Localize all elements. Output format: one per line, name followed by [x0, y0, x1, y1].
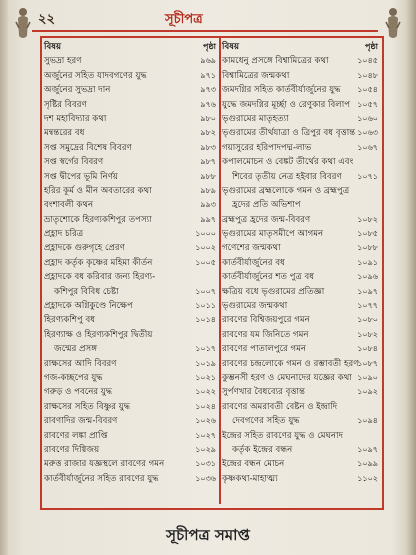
entry-title: রাবণের অমরাবতী বেষ্টন ও ইন্দ্রাদি [222, 401, 338, 412]
entry-page-number: ৯৮২ [200, 128, 216, 138]
entry-title: সুর্পণখার বৈধব্যের বৃত্তান্ত [222, 387, 305, 398]
contents-entry [44, 270, 216, 284]
entry-title: ব্রহ্মপুত্র হ্রদের জন্ম-বিবরণ [222, 214, 311, 225]
contents-entry [44, 429, 216, 443]
entry-page-number: ৯৮৮ [200, 171, 216, 181]
contents-entry [44, 126, 216, 140]
contents-entry [222, 256, 378, 270]
contents-entry [44, 170, 216, 184]
entry-page-number: ১০৭১ [357, 171, 378, 181]
contents-entry [222, 112, 378, 126]
contents-entry [44, 457, 216, 471]
entry-title: জন্মের প্রসঙ্গ [54, 344, 97, 355]
contents-entry [44, 98, 216, 112]
entry-title: সপ্ত স্বর্গের বিবরণ [44, 157, 104, 168]
entry-page-number: ১০৪৫ [357, 56, 378, 66]
entry-page-number: ১০৯২ [357, 387, 378, 397]
contents-entry [222, 141, 378, 155]
page-shadow-left [0, 0, 8, 555]
contents-entry [44, 472, 216, 486]
contents-entry [44, 54, 216, 68]
entry-title: রাবণের পাতালপুরে গমন [222, 344, 307, 355]
contents-entry [222, 126, 378, 140]
contents-entry [44, 141, 216, 155]
entry-title: শিবের তৃতীয় নেত্র হইবার বিবরণ [232, 171, 342, 182]
entry-page-number: ১০৮৫ [357, 229, 378, 239]
entry-title: সুভদ্রা হরণ [44, 56, 82, 67]
entry-page-number: ৯৮৩ [200, 142, 216, 152]
entry-page-number: ১০৯৪ [357, 416, 378, 426]
entry-page-number: ১০৩১ [195, 459, 216, 469]
page-number: ২২ [38, 12, 55, 27]
entry-page-number: ১০২৪ [195, 401, 216, 411]
entry-page-number: ১০২৯ [195, 444, 216, 454]
header-rule [32, 12, 378, 32]
entry-title: কুম্ভনসী হরণ ও মেঘনাদের যজ্ঞের কথা [222, 372, 352, 383]
entry-page-number: ১০১১ [195, 301, 216, 311]
entry-title: অর্জুনের সুভদ্রা দান [44, 85, 111, 96]
contents-entry [222, 184, 378, 198]
entry-title: ইন্দ্রের বন্ধন মোচন [222, 459, 285, 470]
entry-page-number: ১০৩৬ [195, 473, 216, 483]
entry-page-number: ১০৮৪ [357, 344, 378, 354]
contents-entry [222, 342, 378, 356]
contents-entry [44, 83, 216, 97]
contents-entry [222, 472, 378, 486]
contents-entry [222, 170, 378, 184]
entry-page-number: ১০৯৯ [357, 459, 378, 469]
entry-page-number: ১০০৫ [195, 257, 216, 267]
left-header-page: পৃষ্ঠা [203, 42, 216, 51]
entry-title: ভ্রাতৃশোকে হিরণ্যকশিপুর তপস্যা [44, 214, 152, 225]
entry-title: গরুড় ও পবনের যুদ্ধ [44, 387, 113, 398]
entry-title: কার্তবীর্যার্জুনের শত পুত্র বধ [222, 272, 315, 283]
entry-title: রাক্ষসের সহিত বিষ্ণুর যুদ্ধ [44, 401, 131, 412]
entry-page-number: ১১০২ [357, 473, 378, 483]
contents-entry [222, 357, 378, 371]
entry-title: কপালমোচন ও বেঙ্কট তীর্থের কথা এবং [222, 157, 354, 168]
entry-title: ভৃগুরামের তীর্থযাত্রা ও ত্রিপুর বধ বৃত্তান্ত [222, 128, 356, 139]
entry-title: সৃষ্টির বিবরণ [44, 99, 87, 110]
right-header-subject: বিষয় [222, 42, 240, 52]
entry-title: ইন্দ্রের সহিত রাবণের যুদ্ধ ও মেঘনাদ [222, 430, 344, 441]
contents-entry [222, 371, 378, 385]
entry-page-number: ১০২৭ [195, 430, 216, 440]
entry-title: বংশাবলী কথন [44, 200, 94, 211]
contents-entry [44, 400, 216, 414]
entry-title: কর্তৃক ইন্দ্রের বন্ধন [232, 444, 293, 455]
entry-title: হ্রদের প্রতি অভিশাপ [232, 200, 301, 211]
left-column-header [44, 40, 216, 54]
contents-entry [222, 270, 378, 284]
entry-title: অর্জুনের সহিত যাদবগণের যুদ্ধ [44, 70, 147, 81]
entry-title: প্রহ্লাদ চরিত্র [44, 229, 84, 240]
entry-title: প্রহ্লাদকে অগ্নিকুণ্ডে নিক্ষেপ [44, 301, 133, 312]
contents-entry [222, 98, 378, 112]
contents-entry [44, 313, 216, 327]
entry-title: বিশ্বামিত্রের জন্মকথা [222, 70, 290, 81]
contents-entry [222, 328, 378, 342]
entry-title: গজ-কচ্ছপের যুদ্ধ [44, 372, 103, 383]
contents-entry [44, 371, 216, 385]
entry-title: হিরণ্যকশিপু বধ [44, 315, 96, 326]
entry-page-number: ১০০২ [195, 243, 216, 253]
right-contents-column [222, 40, 378, 486]
entry-page-number: ৯৮৭ [200, 157, 216, 167]
entry-title: ভৃগুরামের ব্রহ্মলোকে গমন ও ব্রহ্মপুত্র [222, 185, 350, 196]
entry-title: হরির কূর্ম ও মীন অবতারের কথা [44, 185, 152, 196]
entry-page-number: ১০৯১ [357, 257, 378, 267]
entry-page-number: ১০৮৮ [357, 243, 378, 253]
entry-page-number: ৯৮৯ [200, 185, 216, 195]
entry-page-number: ৯৯৭ [200, 214, 216, 224]
entry-page-number: ১০৮২ [357, 214, 378, 224]
contents-entry [222, 155, 378, 169]
contents-entry [44, 443, 216, 457]
entry-title: রাবণের দিগ্বিজয় [44, 444, 100, 455]
entry-page-number: ১০৫৪ [357, 85, 378, 95]
entry-title: সপ্ত দ্বীপের ভূমি নির্ণয় [44, 171, 118, 182]
entry-page-number: ১০২২ [195, 387, 216, 397]
deity-ornament-right-icon [384, 6, 402, 46]
contents-entry [222, 227, 378, 241]
entry-title: কৃষ্ণকথা-মাহাত্ম্য [222, 473, 278, 484]
entry-title: রাক্ষসের আদি বিবরণ [44, 358, 117, 369]
entry-page-number: ১০১৯ [195, 358, 216, 368]
entry-title: কার্তবীর্যার্জুনের সহিত রাবণের যুদ্ধ [44, 473, 159, 484]
entry-page-number: ১০৬৭ [357, 142, 378, 152]
contents-entry [44, 328, 216, 342]
entry-page-number: ১০৭৭ [357, 301, 378, 311]
entry-title: জমদগ্নির সহিত কার্তবীর্যার্জুনের যুদ্ধ [222, 85, 341, 96]
entry-title: রাবণের যম জিনিতে গমন [222, 329, 309, 340]
contents-entry [222, 54, 378, 68]
contents-entry [222, 443, 378, 457]
entry-title: ভৃগুরামের মাতৃসমীপে আগমন [222, 229, 324, 240]
contents-entry [44, 414, 216, 428]
entry-page-number: ১০৮০ [357, 315, 378, 325]
entry-title: হিরণ্যাক্ষ ও হিরণ্যকশিপুর দ্বিতীয় [44, 329, 153, 340]
entry-page-number: ১০৬০ [357, 113, 378, 123]
entry-page-number: ১০১৪ [195, 315, 216, 325]
entry-page-number: ১০৫৭ [357, 99, 378, 109]
contents-entry [44, 342, 216, 356]
contents-entry [44, 357, 216, 371]
entry-title: সপ্ত সমুদ্রের বিশেষ বিবরণ [44, 142, 132, 153]
entry-title: গণেশের জন্মকথা [222, 243, 281, 254]
entry-page-number: ১০৮৭ [357, 358, 378, 368]
entry-title: ক্ষত্রিয় বধে ভৃগুরামের প্রতিজ্ঞা [222, 286, 325, 297]
contents-entry [222, 385, 378, 399]
entry-title: যুদ্ধে জমদগ্নির মূর্চ্ছা ও রেণুকার বিলাপ [222, 99, 351, 110]
entry-page-number: ১০২৬ [195, 416, 216, 426]
entry-title: ভৃগুরামের জন্মকথা [222, 301, 288, 312]
entry-title: রাবণাদির জন্ম-বিবরণ [44, 416, 118, 427]
entry-title: রাবণের বিশ্বিজয়পুরে গমন [222, 315, 310, 326]
entry-title: রাবণের চন্দ্রলোকে গমন ও রম্ভাবতী হরণ [222, 358, 359, 369]
left-header-subject: বিষয় [44, 42, 62, 52]
entry-page-number: ৯৮০ [200, 113, 216, 123]
entry-title: রাবণের লঙ্কা প্রাপ্তি [44, 430, 108, 441]
contents-entry [44, 184, 216, 198]
entry-page-number: ১০৬৩ [357, 128, 378, 138]
contents-entry [222, 457, 378, 471]
contents-entry [222, 299, 378, 313]
entry-page-number: ৯৯৩ [200, 200, 216, 210]
entry-title: প্রহ্লাদ কর্তৃক কৃষ্ণের মহিমা কীর্তন [44, 257, 153, 268]
page-title: সূচীপত্র [165, 12, 203, 27]
page-shadow-right [406, 0, 416, 555]
contents-entry [222, 400, 378, 414]
entry-page-number: ৯৬৯ [200, 56, 216, 66]
entry-page-number: ১০৪৮ [357, 70, 378, 80]
entry-page-number: ১০৯৬ [357, 272, 378, 282]
contents-end-footer: সূচীপত্র সমাপ্ত [166, 526, 250, 544]
contents-entry [44, 256, 216, 270]
contents-entry [44, 227, 216, 241]
contents-entry [222, 285, 378, 299]
contents-entry [44, 241, 216, 255]
entry-title: দেবগণের সহিত যুদ্ধ [232, 416, 300, 427]
entry-page-number: ১০৮২ [357, 329, 378, 339]
entry-title: প্রহ্লাদকে গুরুগৃহে প্রেরণ [44, 243, 125, 254]
contents-entry [222, 198, 378, 212]
entry-page-number: ১০৯৭ [357, 444, 378, 454]
entry-page-number: ১০০৭ [195, 286, 216, 296]
entry-page-number: ১০৯০ [357, 372, 378, 382]
entry-title: প্রহ্লাদকে বধ করিবার জন্য হিরণ্য- [44, 272, 156, 283]
entry-title: মরুত্ত রাজার যজ্ঞস্থলে রাবণের গমন [44, 459, 165, 470]
contents-entry [222, 414, 378, 428]
entry-page-number: ৯৭৩ [200, 85, 216, 95]
right-header-page: পৃষ্ঠা [365, 42, 378, 51]
contents-entry [222, 313, 378, 327]
entry-page-number: ১০০০ [195, 229, 216, 239]
contents-entry [222, 213, 378, 227]
contents-entry [44, 112, 216, 126]
contents-entry [222, 429, 378, 443]
left-contents-column [44, 40, 216, 486]
contents-entry [222, 69, 378, 83]
contents-entry [222, 241, 378, 255]
entry-page-number: ৯৭১ [200, 70, 216, 80]
right-column-header [222, 40, 378, 54]
deity-ornament-left-icon [14, 6, 32, 46]
contents-entry [44, 198, 216, 212]
entry-page-number: ১০৯৭ [357, 286, 378, 296]
entry-title: কশিপুর বিবিধ চেষ্টা [54, 286, 119, 297]
entry-title: দশ মহাবিদ্যার কথা [44, 113, 107, 124]
entry-title: কার্তবীর্যার্জুনের বধ [222, 257, 285, 268]
column-divider [219, 38, 221, 504]
entry-title: মন্বন্তরের বধ [44, 128, 85, 139]
contents-entry [44, 299, 216, 313]
entry-page-number: ৯৭৬ [200, 99, 216, 109]
contents-entry [44, 385, 216, 399]
entry-title: কামধেনু প্রসঙ্গে বিশ্বামিত্রের কথা [222, 56, 329, 67]
entry-title: গয়াসুরের হরিপাদপদ্ম-লাভ [222, 142, 312, 153]
entry-title: ভৃগুরামের মাতৃহত্যা [222, 113, 289, 124]
contents-entry [222, 83, 378, 97]
contents-entry [44, 285, 216, 299]
entry-page-number: ১০২১ [195, 372, 216, 382]
contents-entry [44, 69, 216, 83]
contents-entry [44, 213, 216, 227]
entry-page-number: ১০১৭ [195, 344, 216, 354]
contents-entry [44, 155, 216, 169]
